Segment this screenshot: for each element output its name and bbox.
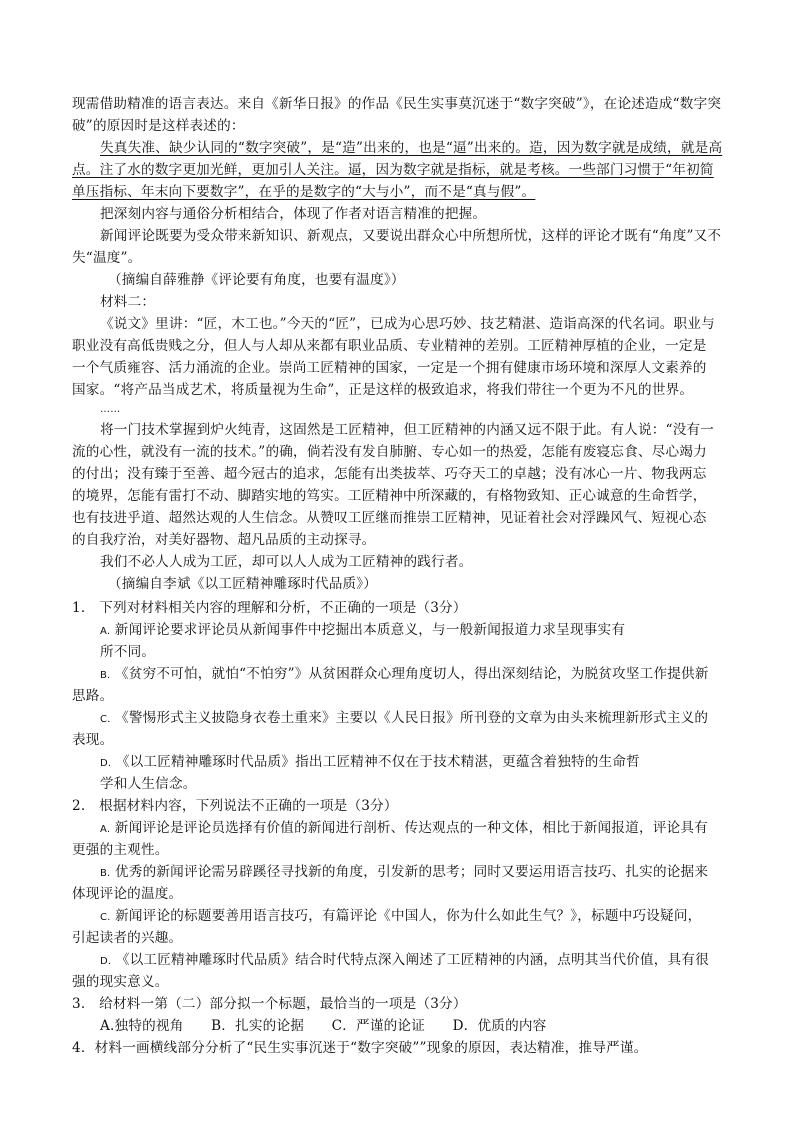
option-a-label: A. [100,626,111,637]
material-2-para-1-line-4: 国家。“将产品当成艺术，将质量视为生命”，正是这样的极致追求，将我们带往一个更为不凡的世界。 [72,382,694,398]
question-2-option-a [100,818,708,840]
question-2-option-b [100,862,708,884]
material-2-para-1-line-3: 一个气质雍容、活力涌流的企业。崇尚工匠精神的国家，一定是一个拥有健康市场环境和深厚人文素养的 [72,360,707,376]
material-2-para-1-line-2: 职业没有高低贵贱之分，但人与人却从来都有职业品质、专业精神的差别。工匠精神厚植的企业，一定是 [72,338,707,354]
material-2-label: 材料二： [100,294,156,310]
underlined-quote-line-3: 单压指标、年末向下要数字”，在乎的是数字的“大与小”，而不是“真与假”。 [72,184,536,200]
material-2-para-2-line-2: 流的心性，就没有一流的技术。”的确，倘若没有发自肺腑、专心如一的热爱，怎能有废寝忘食、尽心竭力 [72,444,707,460]
question-1-option-a-cont: 所不同。 [100,644,156,660]
material-2-para-2-line-1: 将一门技术掌握到炉火纯青，这固然是工匠精神，但工匠精神的内涵又远不限于此。有人说：“没有一 [100,422,715,438]
paragraph-language-precision: 把深刻内容与通俗分析相结合，体现了作者对语言精准的把握。 [100,206,487,222]
question-1-option-c-cont: 表现。 [72,732,114,748]
option-a-label: A. [100,824,111,835]
option-c-label: C. [100,714,111,725]
option-c-label: C. [100,912,111,923]
option-c-text: 新闻评论的标题要善用语言技巧，有篇评论《中国人，你为什么如此生气？》，标题中巧设疑问， [115,908,702,924]
option-b-text: 《贫穷不可怕，就怕“不怕穷”》从贫困群众心理角度切人，得出深刻结论，为脱贫攻坚工作提供新 [114,666,709,682]
question-2-option-d-cont: 强的现实意义。 [72,974,169,990]
material-2-para-1-line-1: 《说文》里讲：“匠，木工也。”今天的“匠”，已成为心思巧妙、技艺精湛、造诣高深的代名词。职业与 [100,316,715,332]
question-3-options: A.独特的视角 B．扎实的论据 C．严谨的论证 D．优质的内容 [100,1018,547,1034]
material-2-para-2-line-3: 的付出；没有臻于至善、超今冠古的追求，怎能有出类拔萃、巧夺天工的卓越；没有冰心一片、物我两忘 [72,466,707,482]
option-a-text: 新闻评论要求评论员从新闻事件中挖掘出本质意义，与一般新闻报道力求呈现事实有 [114,622,626,638]
question-2-option-c [100,906,701,928]
option-d-text: 《以工匠精神雕琢时代品质》指出工匠精神不仅在于技术精湛，更蕴含着独特的生命哲 [115,754,640,770]
source-citation-2: （摘编自李斌《以工匠精神雕琢时代品质》） [108,576,378,592]
material-2-para-2-line-5: 也有技进乎道、超然达观的人生信念。从赞叹工匠继而推崇工匠精神，见证着社会对浮躁风气、短视心态 [72,510,707,526]
underlined-quote-line-1: 失真失准、缺少认同的“数字突破”，是“造”出来的，也是“逼”出来的。造，因为数字就是成绩，就是高 [100,140,723,156]
question-3-stem: 3. 给材料一第（二）部分拟一个标题，最恰当的一项是（3分） [72,996,467,1012]
question-2-option-a-cont: 更强的主观性。 [72,842,169,858]
option-d-text: 《以工匠精神雕琢时代品质》结合时代特点深入阐述了工匠精神的内涵，点明其当代价值，具有很 [115,952,709,968]
underlined-quote-line-2: 点。注了水的数字更加光鲜，更加引人关注。逼，因为数字就是指标，就是考核。一些部门习惯于“年初简 [72,162,714,178]
option-b-text: 优秀的新闻评论需另辟蹊径寻找新的角度，引发新的思考；同时又要运用语言技巧、扎实的论据来 [114,864,709,880]
material-2-para-2-line-4: 的境界，怎能有雷打不动、脚踏实地的笃实。工匠精神中所深藏的，有格物致知、正心诚意的生命哲学， [72,488,707,504]
question-1-option-b-cont: 思路。 [72,688,114,704]
question-4-stem: 4．材料一画横线部分分析了“民生实事沉迷于“数字突破””现象的原因，表达精准，推导严谨。 [72,1040,648,1056]
question-2-option-b-cont: 体现评论的温度。 [72,886,183,902]
question-1-stem: 1. 下列对材料相关内容的理解和分析，不正确的一项是（3分） [72,600,467,616]
option-a-text: 新闻评论是评论员选择有价值的新闻进行剖析、传达观点的一种文体，相比于新闻报道，评论具有 [114,820,708,836]
question-1-option-a [100,620,625,642]
question-2-option-c-cont: 引起读者的兴趣。 [72,930,183,946]
option-b-label: B. [100,868,111,879]
option-d-label: D. [100,956,112,967]
question-1-option-b [100,664,709,686]
option-c-text: 《警惕形式主义披隐身衣卷土重来》主要以《人民日报》所刊登的文章为由头来梳理新形式主义的 [115,710,709,726]
paragraph-angle-warmth-line-1: 新闻评论既要为受众带来新知识、新观点，又要说出群众心中所想所忧，这样的评论才既有“角度”又不 [100,228,722,244]
paragraph-angle-warmth-line-2: 失“温度”。 [72,250,142,266]
material-2-para-3: 我们不必人人成为工匠，却可以人人成为工匠精神的践行者。 [100,554,473,570]
question-2-option-d [100,950,709,972]
ellipsis: …… [100,404,121,415]
source-citation-1: （摘编自薛雅静《评论要有角度，也要有温度》） [108,272,405,288]
option-b-label: B. [100,670,111,681]
intro-line-2: 破”的原因时是这样表述的： [72,118,245,134]
material-2-para-2-line-6: 的自我疗治，对美好器物、超凡品质的主动探寻。 [72,532,376,548]
question-1-option-d-cont: 学和人生信念。 [100,776,197,792]
intro-line-1: 现需借助精准的语言表达。来自《新华日报》的作品《民生实事莫沉迷于“数字突破”》，在论述造成“数字突 [72,96,722,112]
question-1-option-d [100,752,640,774]
question-2-stem: 2. 根据材料内容，下列说法不正确的一项是（3分） [72,798,398,814]
question-1-option-c [100,708,708,730]
option-d-label: D. [100,758,112,769]
